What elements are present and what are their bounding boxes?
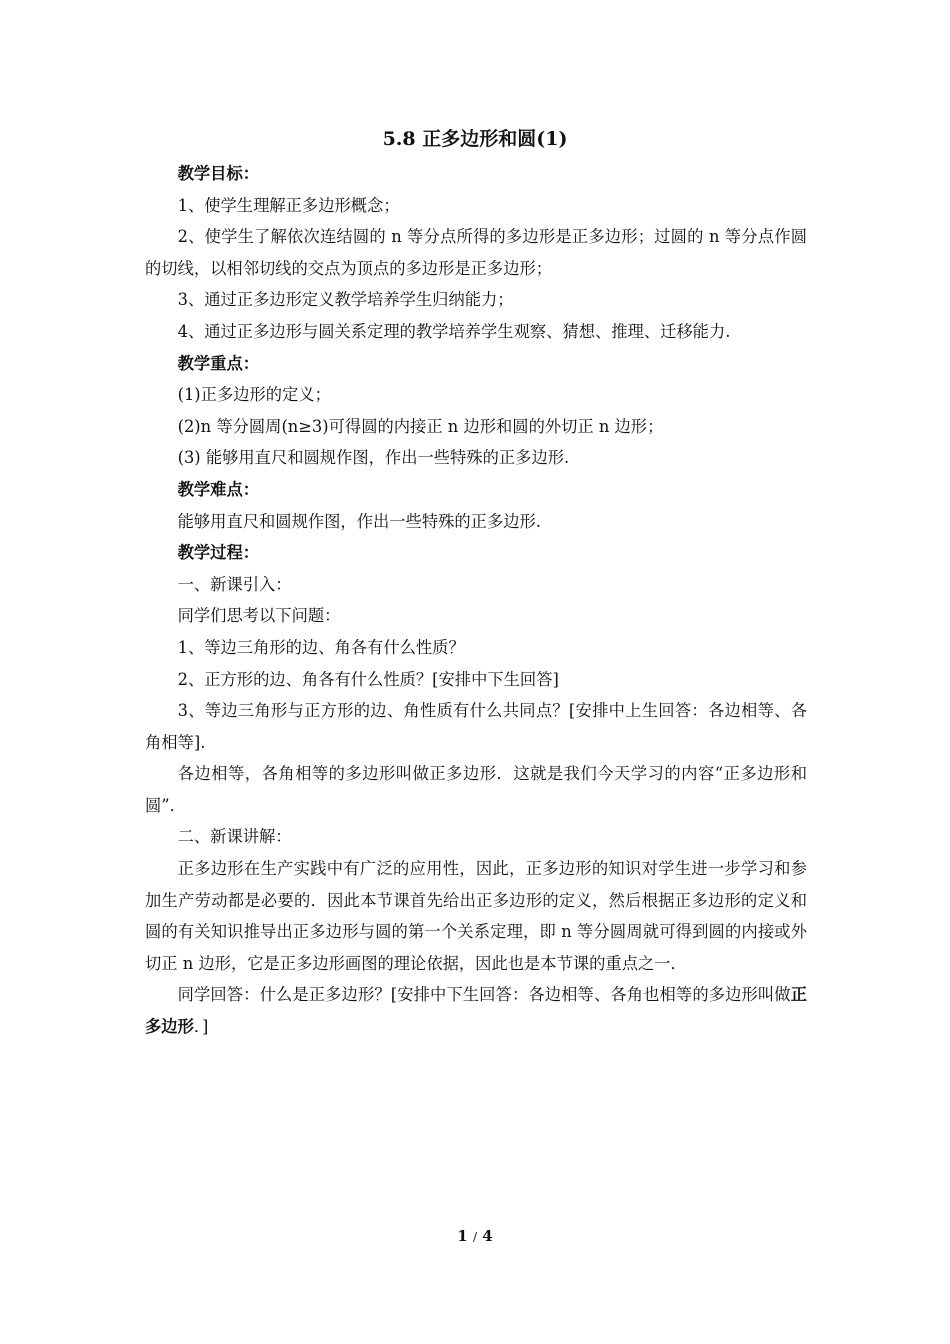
objectives-heading: 教学目标：: [177, 164, 260, 183]
total-pages: 4: [482, 1227, 493, 1245]
questions-prompt: 同学们思考以下问题：: [177, 606, 341, 626]
key-point-item: (1)正多边形的定义；: [177, 385, 331, 405]
process-heading: 教学过程：: [177, 543, 260, 563]
question-item: 2、正方形的边、角各有什么性质？[安排中下生回答]: [177, 669, 559, 689]
question-item: 1、等边三角形的边、角各有什么性质？: [177, 637, 465, 657]
key-point-item: (3) 能够用直尺和圆规作图，作出一些特殊的正多边形.: [177, 448, 570, 468]
objective-item: 2、使学生了解依次连结圆的 n 等分点所得的多边形是正多边形；过圆的 n 等分点作圆的切线，以相邻切线的交点为顶点的多边形是正多边形；: [145, 227, 807, 278]
answer-prefix: 同学回答：什么是正多边形？[安排中下生回答：各边相等、各角也相等的多边形叫做: [177, 985, 791, 1005]
objective-item: 1、使学生理解正多边形概念；: [177, 195, 400, 215]
answer-paragraph: [145, 979, 807, 1042]
key-point-item: (2)n 等分圆周(n≥3)可得圆的内接正 n 边形和圆的外切正 n 边形；: [177, 416, 664, 436]
conclusion-paragraph: 各边相等，各角相等的多边形叫做正多边形．这就是我们今天学习的内容“正多边形和圆”．: [145, 764, 807, 815]
explanation-paragraph: 正多边形在生产实践中有广泛的应用性，因此，正多边形的知识对学生进一步学习和参加生产劳动都是必要的．因此本节课首先给出正多边形的定义，然后根据正多边形的定义和圆的有关知识推导出正多边形与圆的第一个关系定理，即 n 等分圆周就可得到圆的内接或外切正 n 边形，它是正多边形画图的理论依据，因此也是本节课的重点之一．: [145, 859, 807, 973]
section-2-title: 二、新课讲解：: [177, 827, 292, 847]
document-title: 5.8 正多边形和圆(1): [382, 128, 568, 150]
difficulties-heading: 教学难点：: [177, 479, 260, 499]
document-body: [145, 158, 807, 1043]
page-number: [0, 1227, 950, 1245]
answer-suffix: ．]: [193, 1017, 209, 1037]
objective-item: 4、通过正多边形与圆关系定理的教学培养学生观察、猜想、推理、迁移能力.: [177, 321, 731, 341]
section-1-title: 一、新课引入：: [177, 574, 292, 594]
question-item: 3、等边三角形与正方形的边、角性质有什么共同点？[安排中上生回答：各边相等、各角相等].: [145, 701, 807, 752]
objective-item: 3、通过正多边形定义教学培养学生归纳能力；: [177, 290, 514, 310]
current-page: 1: [457, 1227, 468, 1245]
answer-bold-term: 正多边形: [145, 985, 807, 1037]
difficulty-item: 能够用直尺和圆规作图，作出一些特殊的正多边形.: [177, 511, 541, 531]
key-points-heading: 教学重点：: [177, 353, 260, 373]
page-separator: /: [472, 1230, 478, 1244]
